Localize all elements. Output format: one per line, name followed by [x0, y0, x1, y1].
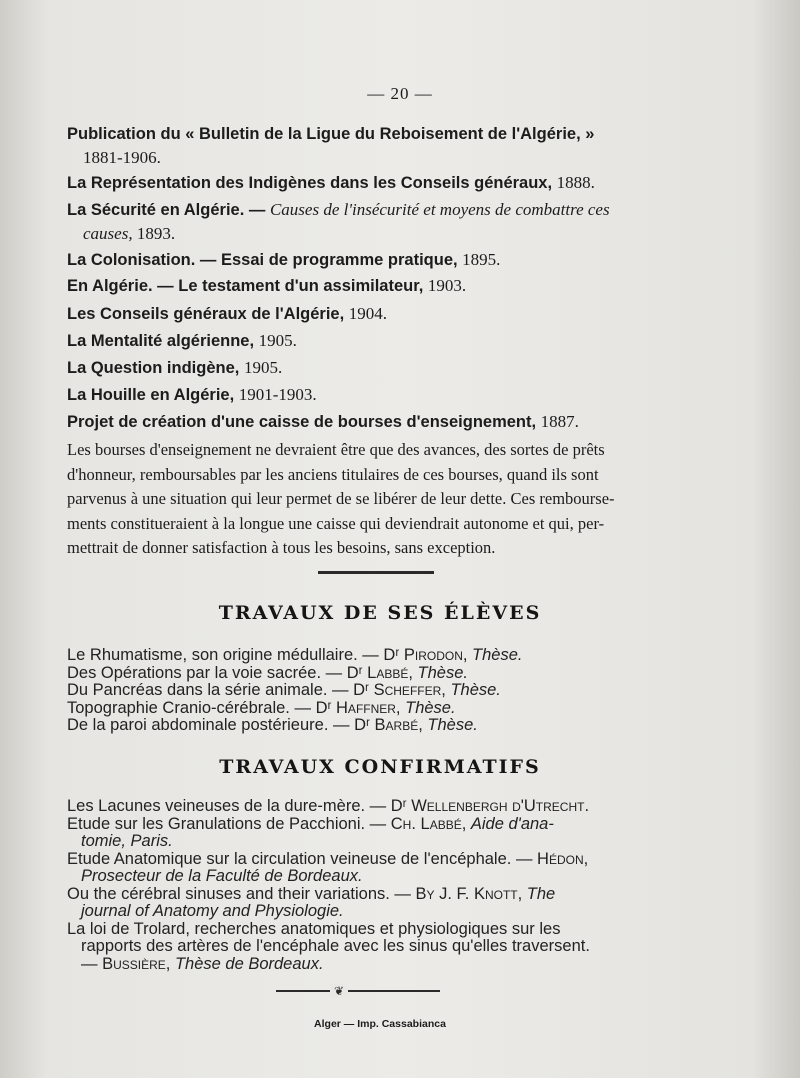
list-item: Le Rhumatisme, son origine médullaire. — Dʳ Pirodon, Thèse. [67, 646, 523, 664]
list-item: De la paroi abdominale postérieure. — Dʳ Barbé, Thèse. [67, 716, 478, 734]
list-item: Du Pancréas dans la série animale. — Dʳ Scheffer, Thèse. [67, 681, 501, 699]
publication-entry: La Sécurité en Algérie. — Causes de l'insécurité et moyens de combattre ces causes, 1893. [67, 200, 610, 243]
list-item: Etude Anatomique sur la circulation veineuse de l'encéphale. — Hédon, Prosecteur de la Faculté de Bordeaux. [67, 849, 589, 885]
confirmatory-works-list [67, 798, 707, 973]
scholarship-paragraph: Les bourses d'enseignement ne devraient être que des avances, des sortes de prêts d'honneur, remboursables par les anciens titulaires de ces bourses, quand ils sont parvenus à une situation qui leur permet de se libérer de leur dette. Ces rembourse- ments constitueraient à la longue une caisse qui deviendrait autonome et qui, per- mettrait de donner satisfaction à tous les besoins, sans exception. [67, 440, 615, 557]
publication-entry: Publication du « Bulletin de la Ligue du Reboisement de l'Algérie, » 1881-1906. [67, 125, 595, 167]
list-item: La loi de Trolard, recherches anatomiques et physiologiques sur les rapports des artères de l'encéphale avec les sinus qu'elles traversent. — Bussière, Thèse de Bordeaux. [67, 919, 590, 973]
publication-entry: Les Conseils généraux de l'Algérie, 1904. [67, 304, 388, 323]
list-item: Topographie Cranio-cérébrale. — Dʳ Haffner, Thèse. [67, 698, 456, 717]
section-divider [318, 571, 434, 574]
section-heading-students: TRAVAUX DE SES ÉLÈVES [218, 602, 542, 624]
list-item: Ou the cérébral sinuses and their variations. — By J. F. Knott, The journal of Anatomy and Physiologie. [67, 884, 556, 920]
printer-imprint: Alger — Imp. Cassabianca [314, 1018, 446, 1030]
ornamental-divider [276, 990, 440, 992]
publication-entry: La Représentation des Indigènes dans les Conseils généraux, 1888. [67, 173, 595, 192]
list-item: Les Lacunes veineuses de la dure-mère. — Dʳ Wellenbergh d'Utrecht. [67, 797, 590, 815]
ornament-icon: ❦ [330, 984, 348, 998]
list-item: Etude sur les Granulations de Pacchioni. — Ch. Labbé, Aide d'ana- tomie, Paris. [67, 814, 554, 850]
list-item: Des Opérations par la voie sacrée. — Dʳ Labbé, Thèse. [67, 663, 468, 682]
section-heading-confirmatory: TRAVAUX CONFIRMATIFS [219, 756, 541, 778]
students-works-list [67, 647, 707, 735]
publication-entry: En Algérie. — Le testament d'un assimilateur, 1903. [67, 276, 467, 295]
publication-entry: Projet de création d'une caisse de bourses d'enseignement, 1887. [67, 412, 579, 431]
page-number: — 20 — [367, 84, 433, 103]
publication-entry: La Houille en Algérie, 1901-1903. [67, 385, 317, 404]
publication-entry: La Question indigène, 1905. [67, 358, 283, 377]
publication-entry: La Colonisation. — Essai de programme pratique, 1895. [67, 250, 501, 269]
publication-entry: La Mentalité algérienne, 1905. [67, 331, 297, 350]
